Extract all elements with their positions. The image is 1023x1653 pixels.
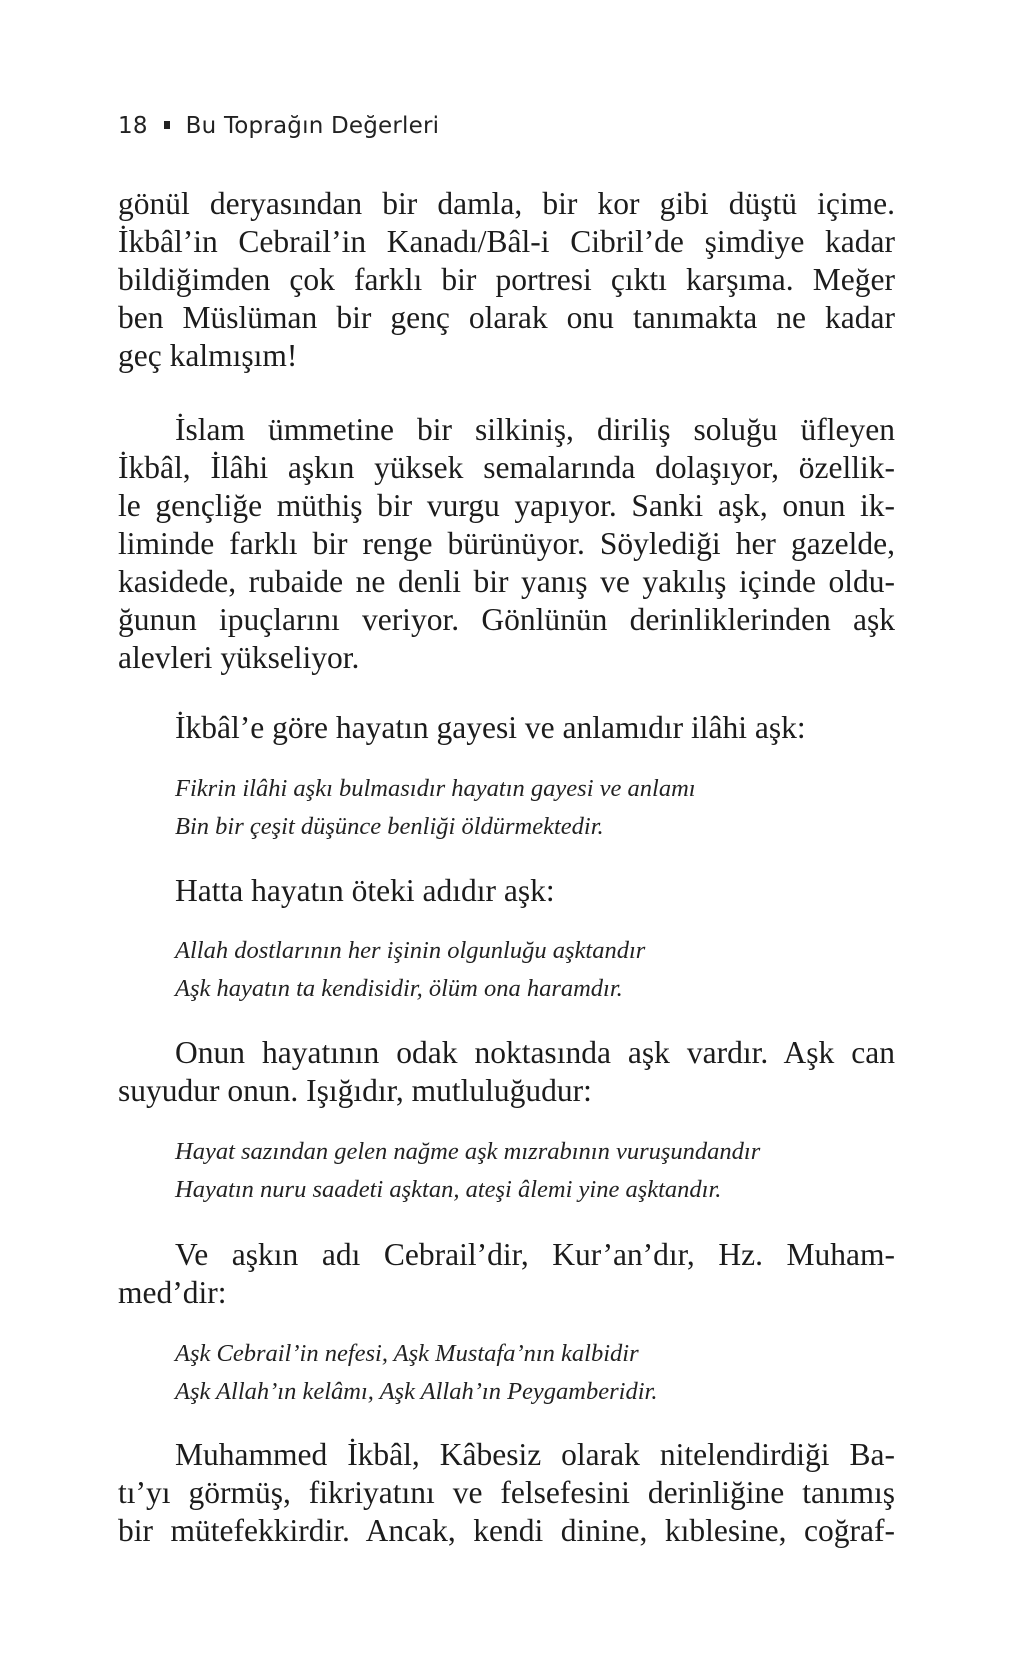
paragraph-hatta: Hatta hayatın öteki adıdır aşk: bbox=[175, 873, 555, 908]
poem-line: Bin bir çeşit düşünce benliği öldürmektedir. bbox=[175, 813, 604, 840]
separator-square-icon bbox=[164, 121, 170, 129]
text-line: kasidede, rubaide ne denli bir yanış ve yakılış içinde oldu- bbox=[118, 564, 895, 599]
text-line: bir mütefekkirdir. Ancak, kendi dinine, kıblesine, coğraf- bbox=[118, 1513, 895, 1548]
paragraph-ikbale-gore: İkbâl’e göre hayatın gayesi ve anlamıdır ilâhi aşk: bbox=[175, 710, 806, 745]
page-number: 18 bbox=[118, 113, 148, 139]
text-line: Ve aşkın adı Cebrail’dir, Kur’an’dır, Hz. Muham- bbox=[175, 1237, 895, 1272]
text-line: liminde farklı bir renge bürünüyor. Söylediği her gazelde, bbox=[118, 526, 895, 561]
text-line: le gençliğe müthiş bir vurgu yapıyor. Sanki aşk, onun ik- bbox=[118, 488, 895, 523]
text-line: ben Müslüman bir genç olarak onu tanımakta ne kadar bbox=[118, 300, 895, 335]
text-line: alevleri yükseliyor. bbox=[118, 640, 360, 675]
poem-line: Aşk Cebrail’in nefesi, Aşk Mustafa’nın kalbidir bbox=[175, 1340, 639, 1367]
poem-line: Allah dostlarının her işinin olgunluğu aşktandır bbox=[175, 937, 646, 964]
text-line: İslam ümmetine bir silkiniş, diriliş soluğu üfleyen bbox=[175, 412, 895, 447]
text-line: tı’yı görmüş, fikriyatını ve felsefesini derinliğine tanımış bbox=[118, 1475, 895, 1510]
text-line: geç kalmışım! bbox=[118, 338, 298, 373]
poem-line: Aşk hayatın ta kendisidir, ölüm ona haramdır. bbox=[175, 975, 623, 1002]
text-line: med’dir: bbox=[118, 1275, 227, 1310]
text-line: ğunun ipuçlarını veriyor. Gönlünün derinliklerinden aşk bbox=[118, 602, 895, 637]
text-line: gönül deryasından bir damla, bir kor gibi düştü içime. bbox=[118, 186, 895, 221]
poem-line: Aşk Allah’ın kelâmı, Aşk Allah’ın Peygamberidir. bbox=[175, 1378, 658, 1405]
text-line: Onun hayatının odak noktasında aşk vardır. Aşk can bbox=[175, 1035, 895, 1070]
text-line: İkbâl’in Cebrail’in Kanadı/Bâl-i Cibril’de şimdiye kadar bbox=[118, 224, 895, 259]
text-line: bildiğimden çok farklı bir portresi çıktı karşıma. Meğer bbox=[118, 262, 895, 297]
poem-line: Hayatın nuru saadeti aşktan, ateşi âlemi yine aşktandır. bbox=[175, 1176, 722, 1203]
text-line: suyudur onun. Işığıdır, mutluluğudur: bbox=[118, 1073, 592, 1108]
text-line: Muhammed İkbâl, Kâbesiz olarak nitelendirdiği Ba- bbox=[175, 1437, 895, 1472]
running-header bbox=[118, 113, 439, 139]
poem-line: Hayat sazından gelen nağme aşk mızrabının vuruşundandır bbox=[175, 1138, 761, 1165]
text-line: İkbâl, İlâhi aşkın yüksek semalarında dolaşıyor, özellik- bbox=[118, 450, 895, 485]
poem-line: Fikrin ilâhi aşkı bulmasıdır hayatın gayesi ve anlamı bbox=[175, 775, 696, 802]
book-title: Bu Toprağın Değerleri bbox=[185, 113, 440, 139]
